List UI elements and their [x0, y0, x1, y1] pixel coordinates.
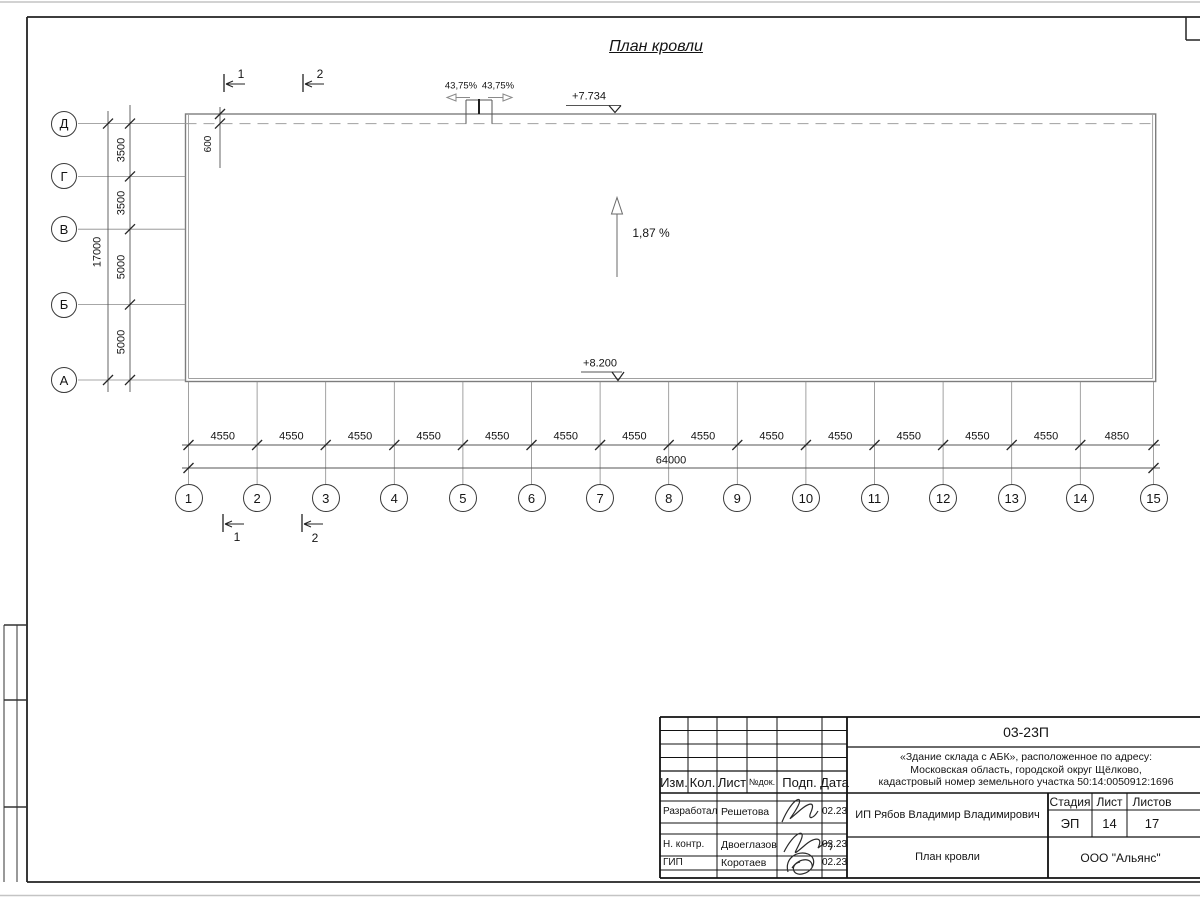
titleblock-role: ГИП [663, 857, 683, 868]
col-dim-label: 4850 [1104, 430, 1130, 443]
section-mark-bottom-label-2: 2 [311, 531, 319, 545]
col-dim-label: 4550 [210, 430, 236, 443]
section-mark-top-label-1: 1 [237, 67, 245, 81]
col-dim-label: 4550 [690, 430, 716, 443]
signature-scribble [782, 799, 818, 822]
elevation-bottom-label: +8.200 [583, 357, 617, 370]
titleblock-name: Двоеглазов [721, 838, 777, 851]
titleblock-project [847, 747, 1200, 793]
col-dim-label: 4550 [279, 430, 304, 443]
row-axis-bubble: Г [51, 163, 77, 189]
titleblock-col-list: Лист [717, 774, 747, 790]
titleblock-role: Н. контр. [663, 839, 705, 850]
col-dim-label: 4550 [416, 430, 441, 443]
elevation-bottom-arrow [612, 372, 624, 381]
col-dim-label: 4550 [896, 430, 922, 443]
col-axis-bubble: 14 [1066, 484, 1094, 512]
titleblock-col-ndok: №док. [748, 776, 776, 787]
section-mark-bottom-label-1: 1 [233, 530, 241, 544]
titleblock-doc-number: 03-23П [1003, 724, 1049, 740]
row-dim-label: 5000 [115, 330, 128, 355]
titleblock-drawing-name: План кровли [915, 851, 980, 863]
parapet-dim-label: 600 [203, 135, 214, 153]
col-axis-bubble: 8 [655, 484, 683, 512]
titleblock-sheets-total-value: 17 [1144, 816, 1160, 831]
col-axis-bubble: 4 [380, 484, 408, 512]
col-dim-label: 4550 [622, 430, 647, 443]
project-address-line2: Московская область, городской округ Щёлково, [910, 763, 1142, 776]
col-axis-bubble: 2 [243, 484, 271, 512]
roof-slope-arrow-head [612, 198, 623, 215]
col-axis-bubble: 3 [312, 484, 340, 512]
col-dim-label: 4550 [347, 430, 373, 443]
col-dim-label: 4550 [484, 430, 510, 443]
project-address-line3: кадастровый номер земельного участка 50:14:0050912:1696 [878, 776, 1174, 789]
titleblock-name: Решетова [721, 805, 770, 818]
project-address-line1: «Здание склада с АБК», расположенное по адресу: [900, 751, 1152, 764]
row-axis-bubble: Д [51, 111, 77, 137]
row-dim-label: 3500 [115, 190, 128, 216]
col-axis-bubble: 6 [518, 484, 546, 512]
elevation-top-label: +7.734 [572, 90, 606, 103]
col-axis-bubble: 12 [929, 484, 957, 512]
col-axis-bubble: 13 [998, 484, 1026, 512]
col-axis-bubble: 15 [1140, 484, 1168, 512]
col-dim-label: 4550 [553, 430, 579, 443]
row-dim-label: 3500 [115, 137, 128, 163]
col-dim-label: 4550 [965, 430, 990, 443]
titleblock-stage-label: Стадия [1049, 794, 1091, 809]
col-total-dim-label: 64000 [655, 454, 687, 467]
parapet-slope-left-label: 43,75% [444, 80, 478, 92]
titleblock-col-izm: Изм. [660, 774, 688, 790]
slope-arrow-left-head [447, 94, 456, 101]
section-mark-top-label-2: 2 [316, 67, 324, 81]
titleblock-stage-value: ЭП [1060, 816, 1080, 831]
row-axis-bubble: Б [51, 292, 77, 318]
titleblock-role: Разработал [663, 806, 718, 817]
row-dim-label: 5000 [115, 254, 128, 280]
col-axis-bubble: 5 [449, 484, 477, 512]
titleblock-date: 02.23 [821, 857, 848, 868]
titleblock-col-kol: Кол. [689, 774, 716, 790]
titleblock-col-podp: Подп. [782, 774, 817, 790]
col-axis-bubble: 10 [792, 484, 820, 512]
titleblock-sheet-value: 14 [1102, 816, 1117, 831]
col-axis-bubble: 11 [861, 484, 889, 512]
slope-label: 1,87 % [632, 226, 670, 240]
titleblock-company: ООО "Альянс" [1080, 850, 1161, 865]
row-axis-bubble: А [51, 367, 77, 393]
col-axis-bubble: 9 [723, 484, 751, 512]
col-dim-label: 4550 [759, 430, 784, 443]
col-dim-label: 4550 [827, 430, 853, 443]
parapet-slope-right-label: 43,75% [481, 80, 515, 92]
titleblock-client: ИП Рябов Владимир Владимирович [855, 808, 1040, 821]
col-axis-bubble: 1 [175, 484, 203, 512]
titleblock-sheets-total-label: Листов [1132, 794, 1172, 809]
titleblock-name: Коротаев [721, 856, 767, 869]
titleblock-date: 02.23 [821, 806, 848, 817]
row-axis-bubble: В [51, 216, 77, 242]
elevation-top-arrow [609, 106, 621, 113]
plan-title: План кровли [609, 38, 703, 55]
titleblock-col-data: Дата [820, 774, 849, 790]
slope-arrow-right-head [503, 94, 512, 101]
col-axis-bubble: 7 [586, 484, 614, 512]
titleblock-date: 02.23 [821, 839, 848, 850]
col-dim-label: 4550 [1033, 430, 1059, 443]
titleblock-sheet-label: Лист [1096, 794, 1123, 809]
row-total-dim-label: 17000 [91, 236, 104, 268]
building-outline [186, 114, 1156, 382]
